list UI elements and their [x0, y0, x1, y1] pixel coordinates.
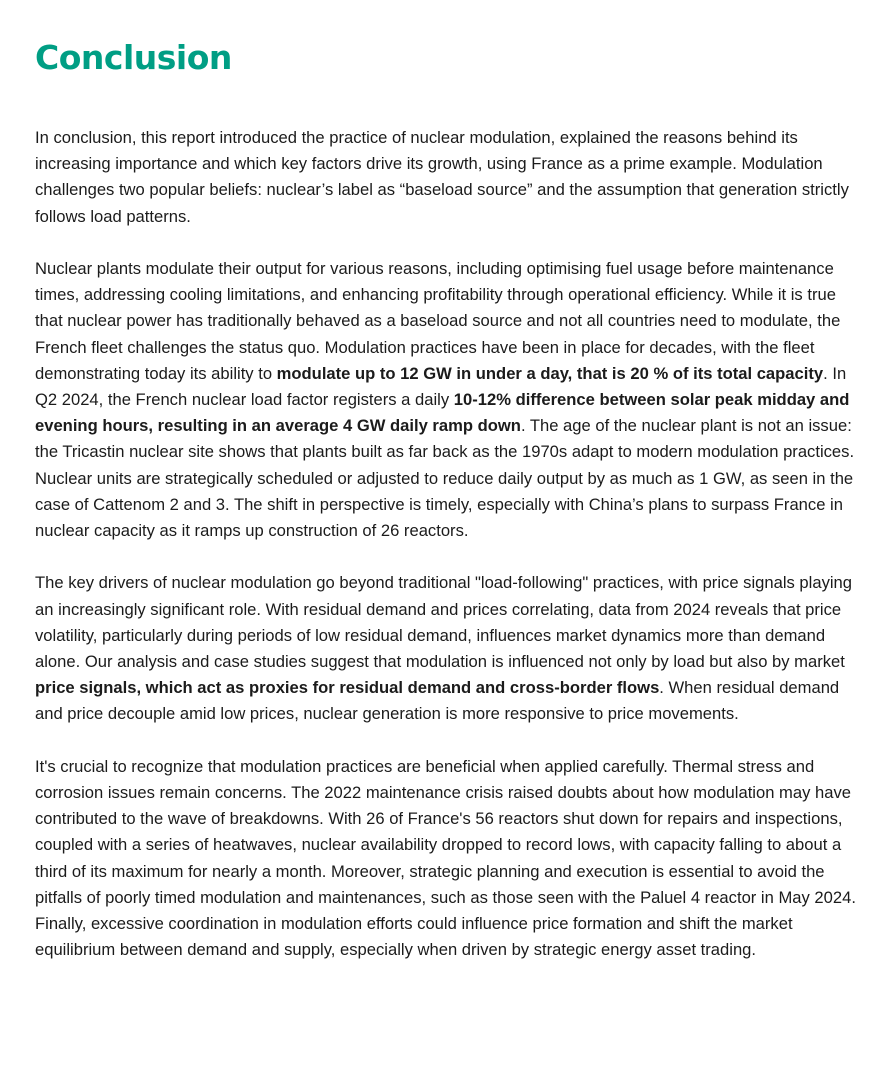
paragraph-text: . When residual demand and price decouple amid low prices, nuclear generation is more responsive to price movements.: [35, 678, 840, 724]
paragraph-text: The key drivers of nuclear modulation go beyond traditional "load-following" practices, with price signals playing an increasingly significant role. With residual demand and prices correlating, data from 2024 reveals that price volatility, particularly during periods of low residual demand, influences market dynamics more than demand alone. Our analysis and case studies suggest that modulation is influenced not only by load but also by market: [35, 573, 853, 672]
paragraph-intro-text: In conclusion, this report introduced the practice of nuclear modulation, explained the reasons behind its increasing importance and which key factors drive its growth, using France as a prime example. Modulation challenges two popular beliefs: nuclear’s label as “baseload source” and the assumption that generation strictly follows load patterns.: [35, 128, 849, 226]
paragraph-text: . The age of the nuclear plant is not an issue: the Tricastin nuclear site shows that plants built as far back as the 1970s adapt to modern modulation practices. Nuclear units are strategically scheduled or adjusted to reduce daily output by as much as 1 GW, as seen in the case of Cattenom 2 and 3. The shift in perspective is timely, especially with China’s plans to surpass France in nuclear capacity as it ramps up construction of 26 reactors.: [35, 416, 855, 541]
paragraph-key-drivers: [35, 570, 861, 727]
highlight-12gw: modulate up to 12 GW in under a day, that is 20 % of its total capacity: [276, 363, 824, 383]
paragraph-intro: [35, 125, 861, 230]
page-title: Conclusion: [35, 38, 232, 77]
paragraph-risks: [35, 754, 861, 964]
paragraph-risks-text: It's crucial to recognize that modulation practices are beneficial when applied carefully. Thermal stress and corrosion issues remain concerns. The 2022 maintenance crisis raised doubts about how modulation may have contributed to the wave of breakdowns. With 26 of France's 56 reactors shut down for repairs and inspections, coupled with a series of heatwaves, nuclear availability dropped to record lows, with capacity falling to about a third of its maximum for nearly a month. Moreover, strategic planning and execution is essential to avoid the pitfalls of poorly timed modulation and maintenances, such as those seen with the Paluel 4 reactor in May 2024. Finally, excessive coordination in modulation efforts could influence price formation and shift the market equilibrium between demand and supply, especially when driven by strategic energy asset trading.: [35, 756, 856, 960]
highlight-price-signals: price signals, which act as proxies for residual demand and cross-border flows: [35, 678, 660, 698]
paragraph-text: . In Q2 2024, the French nuclear load factor registers a daily: [35, 363, 847, 410]
paragraph-modulation-reasons: [35, 256, 861, 544]
conclusion-body: [35, 125, 861, 990]
paragraph-text: Nuclear plants modulate their output for various reasons, including optimising fuel usage before maintenance times, addressing cooling limitations, and enhancing profitability through operational efficiency. While it is true that nuclear power has traditionally behaved as a baseload source and not all countries need to modulate, the French fleet challenges the status quo. Modulation practices have been in place for decades, with the fleet demonstrating today its ability to: [35, 259, 841, 383]
highlight-ramp-down: 10-12% difference between solar peak midday and evening hours, resulting in an average 4 GW daily ramp down: [35, 390, 850, 436]
